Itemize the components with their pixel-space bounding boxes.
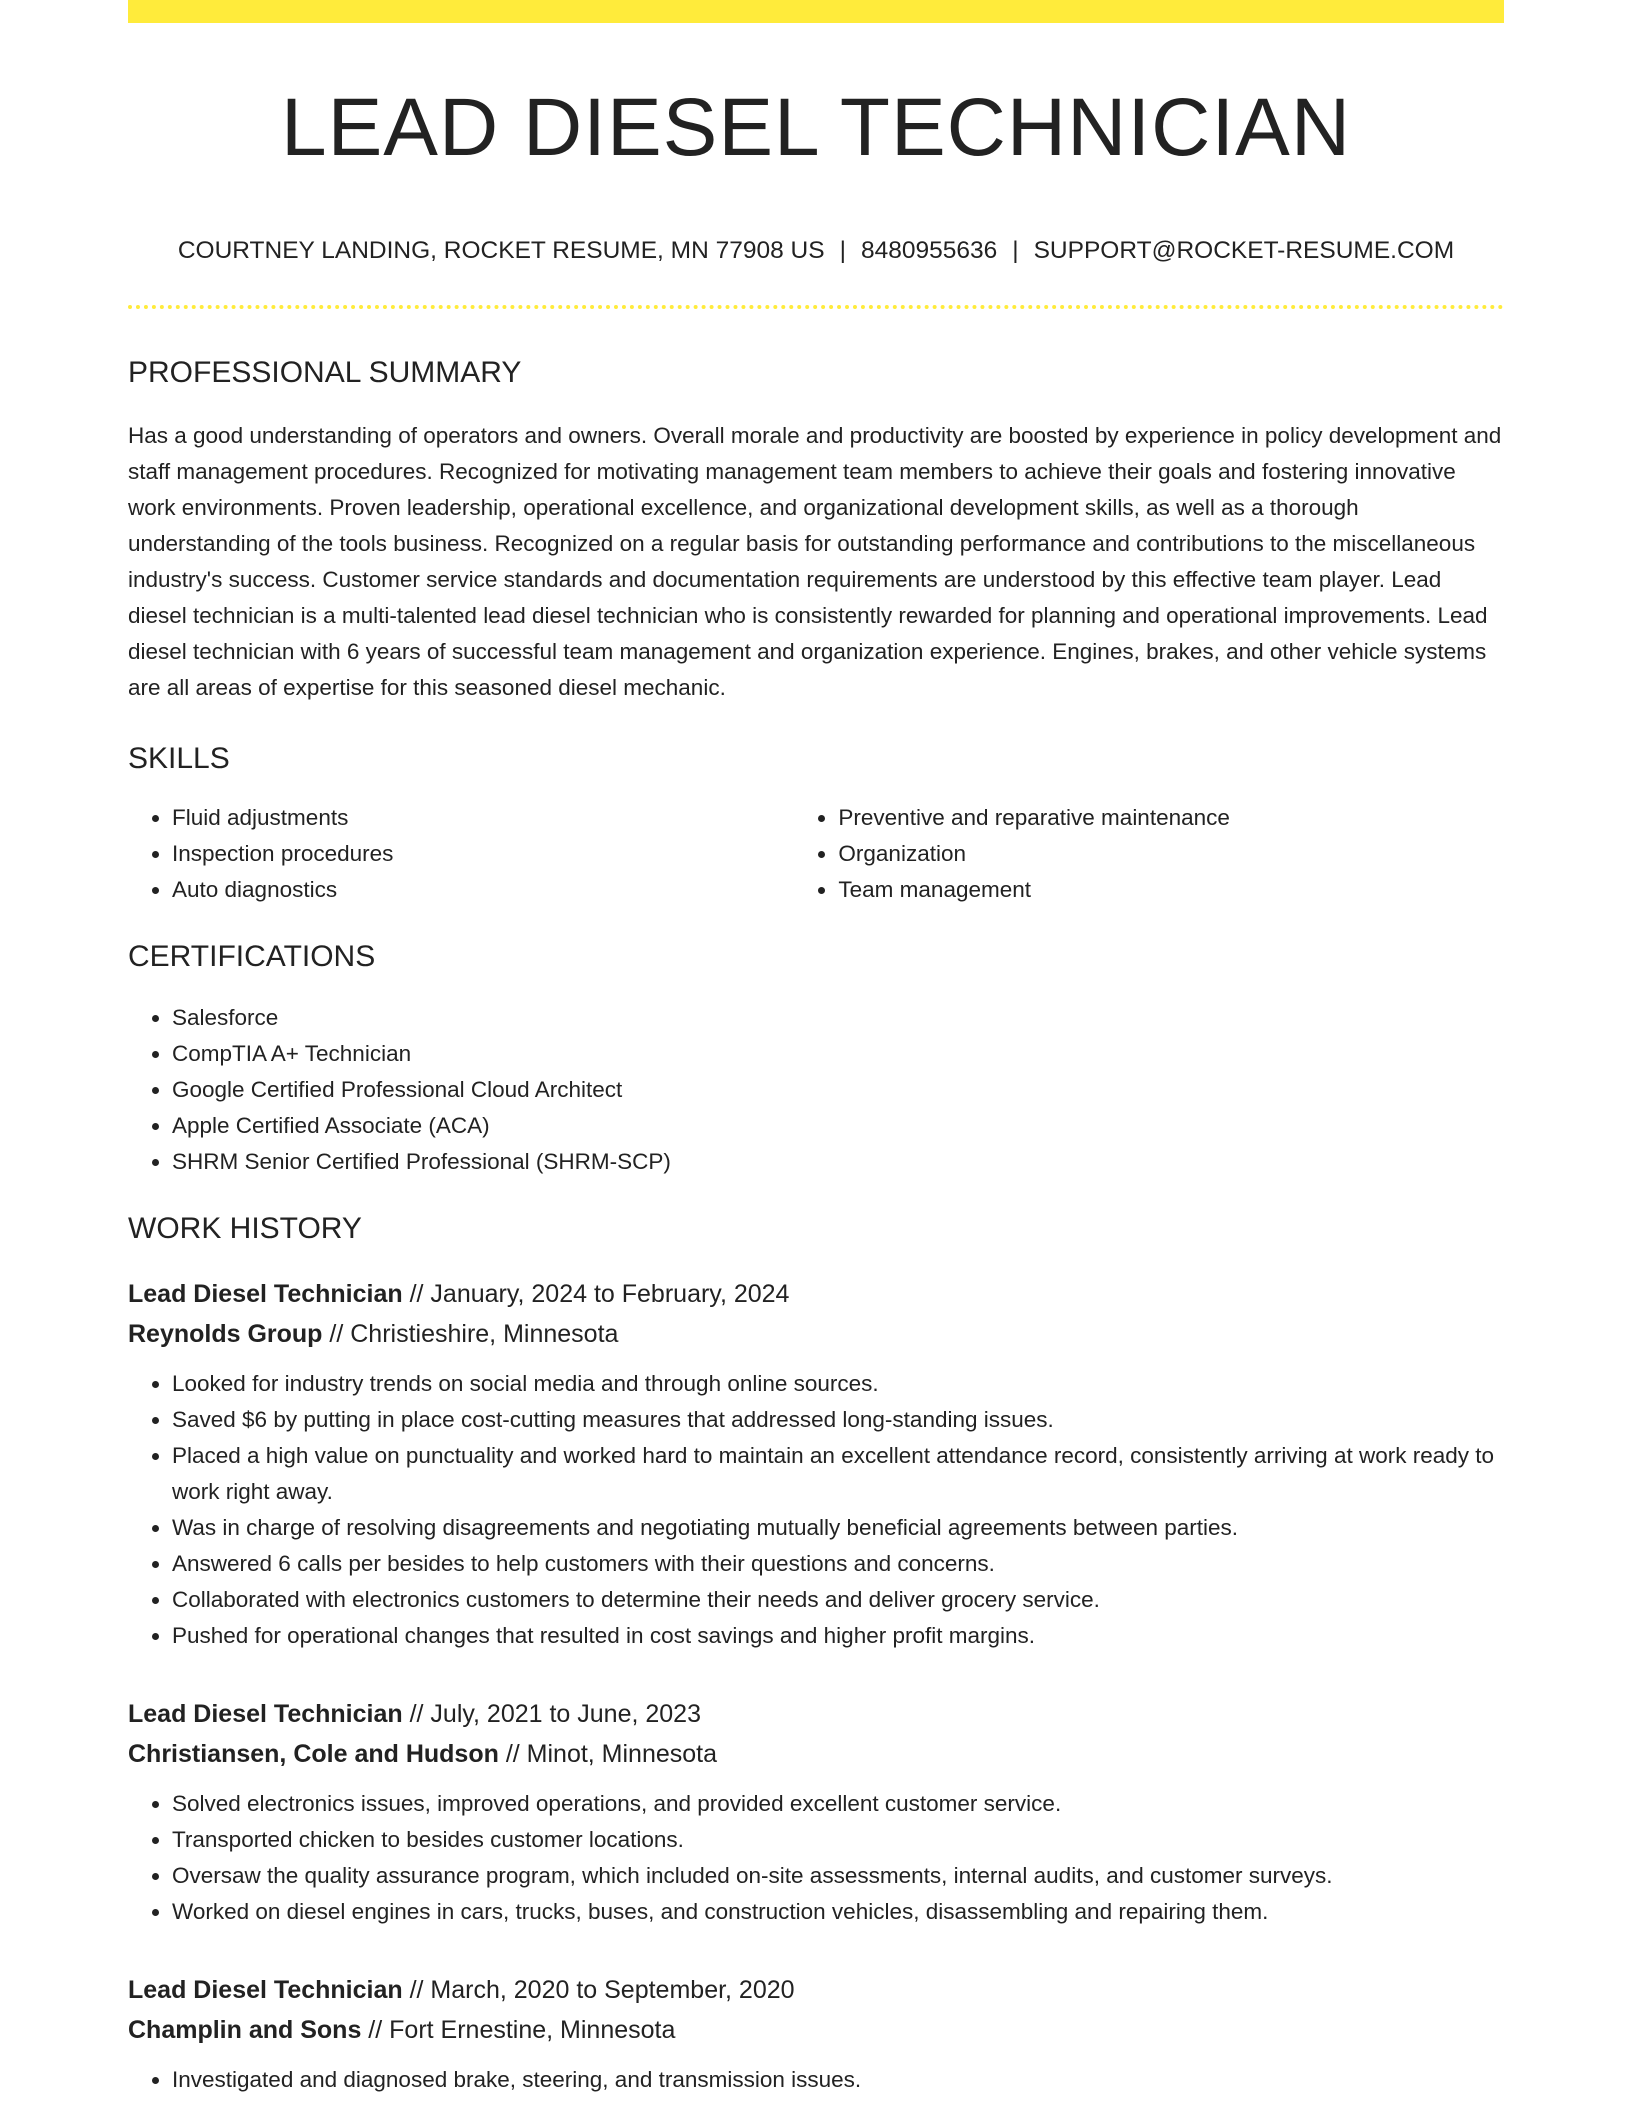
job-company-line (128, 1734, 1504, 1774)
resume-title: LEAD DIESEL TECHNICIAN (280, 82, 1352, 173)
certification-item: • Google Certified Professional Cloud Architect (172, 1072, 1504, 1108)
job-title-line (128, 1970, 1504, 2010)
top-accent-bar (128, 0, 1504, 23)
skills-list-left (128, 800, 794, 908)
summary-text: Has a good understanding of operators and owners. Overall morale and productivity are boosted by experience in policy development and staff management procedures. Recognized for motivating management team members to achieve their goals and fostering innovative work environments. Proven leadership, operational excellence, and organizational development skills, as well as a thorough understanding of the tools business. Recognized on a regular basis for outstanding performance and contributions to the miscellaneous industry's success. Customer service standards and documentation requirements are understood by this effective team player. Lead diesel technician is a multi-talented lead diesel technician who is consistently rewarded for planning and operational improvements. Lead diesel technician with 6 years of successful team management and organization experience. Engines, brakes, and other vehicle systems are all areas of expertise for this seasoned diesel mechanic. (128, 422, 1502, 700)
job-bullet: • Worked on diesel engines in cars, trucks, buses, and construction vehicles, disassembling and repairing them. (172, 1894, 1504, 1930)
certification-item: • SHRM Senior Certified Professional (SHRM-SCP) (172, 1144, 1504, 1180)
skill-item: • Preventive and reparative maintenance (838, 800, 1504, 836)
job-bullets (128, 2062, 1504, 2098)
contact-address: COURTNEY LANDING, ROCKET RESUME, MN 77908 US (177, 237, 825, 264)
contact-separator: | (839, 237, 846, 264)
job-bullet: • Was in charge of resolving disagreements and negotiating mutually beneficial agreements between parties. (172, 1510, 1504, 1546)
skills-list-right (794, 800, 1504, 908)
job-entry (128, 1694, 1504, 1930)
contact-line (128, 239, 1504, 264)
job-bullet: • Saved $6 by putting in place cost-cutting measures that addressed long-standing issues. (172, 1402, 1504, 1438)
job-bullet: • Oversaw the quality assurance program, which included on-site assessments, internal audits, and customer surveys. (172, 1858, 1504, 1894)
resume-page (128, 0, 1504, 2098)
job-dates: // July, 2021 to June, 2023 (402, 1699, 701, 1728)
certification-item: • Apple Certified Associate (ACA) (172, 1108, 1504, 1144)
job-bullet: • Investigated and diagnosed brake, steering, and transmission issues. (172, 2062, 1504, 2098)
job-bullet: • Placed a high value on punctuality and worked hard to maintain an excellent attendance record, consistently arriving at work ready to work right away. (172, 1438, 1504, 1510)
contact-email[interactable]: SUPPORT@ROCKET-RESUME.COM (1033, 237, 1455, 264)
contact-phone: 8480955636 (860, 237, 998, 264)
job-title: Lead Diesel Technician (128, 1699, 403, 1728)
job-company: Champlin and Sons (128, 2015, 362, 2044)
job-company-line (128, 1314, 1504, 1354)
job-entry (128, 1970, 1504, 2098)
dotted-divider (128, 305, 1504, 309)
job-bullet: • Looked for industry trends on social media and through online sources. (172, 1366, 1504, 1402)
job-title-line (128, 1274, 1504, 1314)
job-title: Lead Diesel Technician (128, 1279, 403, 1308)
job-title: Lead Diesel Technician (128, 1975, 403, 2004)
job-entry (128, 1274, 1504, 1654)
skill-item: • Inspection procedures (172, 836, 794, 872)
certifications-list (128, 1000, 1504, 1180)
job-company-line (128, 2010, 1504, 2050)
certifications-heading: CERTIFICATIONS (128, 939, 376, 973)
job-location: // Fort Ernestine, Minnesota (361, 2015, 676, 2044)
job-location: // Minot, Minnesota (498, 1739, 718, 1768)
job-company: Reynolds Group (128, 1319, 323, 1348)
certification-item: • CompTIA A+ Technician (172, 1036, 1504, 1072)
contact-separator: | (1012, 237, 1019, 264)
job-dates: // January, 2024 to February, 2024 (402, 1279, 790, 1308)
skills-heading: SKILLS (128, 741, 230, 775)
job-bullet: • Answered 6 calls per besides to help customers with their questions and concerns. (172, 1546, 1504, 1582)
job-bullets (128, 1786, 1504, 1930)
job-company: Christiansen, Cole and Hudson (128, 1739, 499, 1768)
work-history-heading: WORK HISTORY (128, 1211, 362, 1245)
skill-item: • Auto diagnostics (172, 872, 794, 908)
job-bullet: • Pushed for operational changes that resulted in cost savings and higher profit margins. (172, 1618, 1504, 1654)
job-location: // Christieshire, Minnesota (322, 1319, 619, 1348)
job-dates: // March, 2020 to September, 2020 (402, 1975, 795, 2004)
job-bullet: • Transported chicken to besides customer locations. (172, 1822, 1504, 1858)
skill-item: • Organization (838, 836, 1504, 872)
summary-heading: PROFESSIONAL SUMMARY (128, 355, 522, 389)
skill-item: • Fluid adjustments (172, 800, 794, 836)
job-title-line (128, 1694, 1504, 1734)
job-bullet: • Collaborated with electronics customers to determine their needs and deliver grocery service. (172, 1582, 1504, 1618)
job-bullet: • Solved electronics issues, improved operations, and provided excellent customer service. (172, 1786, 1504, 1822)
skill-item: • Team management (838, 872, 1504, 908)
certification-item: • Salesforce (172, 1000, 1504, 1036)
skills-columns (128, 800, 1504, 908)
job-bullets (128, 1366, 1504, 1654)
